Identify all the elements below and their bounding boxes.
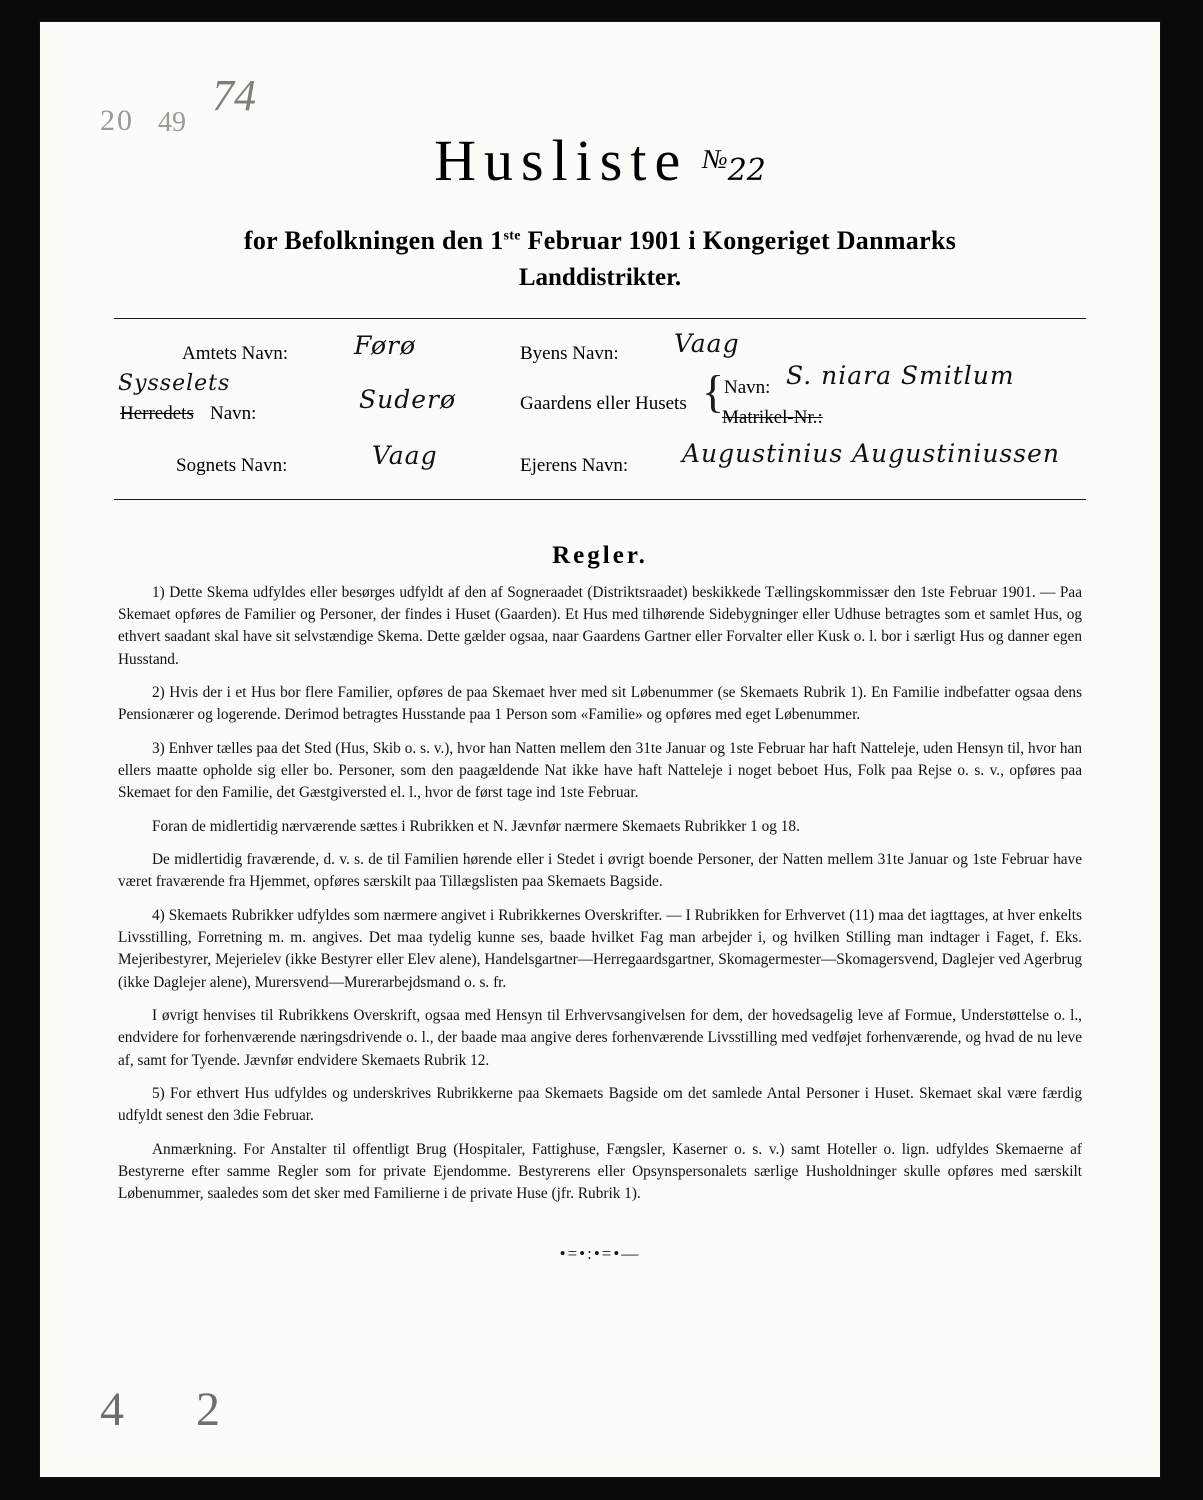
value-amtets-navn: Førø: [354, 330, 417, 360]
rule-paragraph: 3) Enhver tælles paa det Sted (Hus, Skib o. s. v.), hvor han Natten mellem den 31te Januar og 1ste Februar har haft Natteleje, uden Hensyn til, hvor han ellers maatte opholde sig eller bo. Personer, som den paagældende Nat ikke have haft Natteleje i noget beboet Hus, Folk paa Rejse o. s. v., opføres paa Skemaet for den Familie, det Gæstgiversted el. l., hvor de først tage ind 1ste Februar.: [118, 739, 1082, 802]
subtitle-part-a: for Befolkningen den 1: [243, 226, 504, 255]
label-herredets: Herredets: [120, 402, 194, 424]
subtitle-part-b: Februar 1901 i Kongeriget Danmarks: [520, 226, 957, 255]
label-navn: Navn:: [724, 376, 771, 398]
rules-heading: Regler.: [552, 541, 648, 569]
document-subtitle-line2: Landdistrikter.: [518, 263, 682, 291]
label-matrikel-nr: Matrikel-Nr.:: [722, 406, 823, 428]
label-herredets-navn: Navn:: [210, 402, 257, 424]
pencil-annotation-top-left-3: 74: [212, 71, 256, 120]
scanned-document-page: [40, 22, 1160, 1477]
form-fields: [114, 328, 1086, 477]
label-ejerens-navn: Ejerens Navn:: [520, 454, 629, 476]
rules-body: [118, 582, 1082, 1206]
rule-paragraph: Foran de midlertidig nærværende sættes i Rubrikken et N. Jævnfør nærmere Skemaets Rubrikker 1 og 18.: [152, 817, 800, 835]
rule-paragraph: De midlertidig fraværende, d. v. s. de til Familien hørende eller i Stedet i øvrigt boende Personer, der Natten mellem 31te Januar og 1ste Februar have været fraværende fra Hjemmet, opføres særskilt paa Tillægslisten paa Skemaets Bagside.: [118, 850, 1082, 891]
document-title: Husliste: [434, 128, 689, 193]
paper-surface: [40, 22, 1160, 1477]
pencil-annotation-bottom-left: 4 2: [100, 1383, 250, 1436]
pencil-annotation-top-left-2: 49: [158, 107, 186, 138]
page-title: [40, 127, 1160, 194]
rule-paragraph: 1) Dette Skema udfyldes eller besørges udfyldt af den af Sogneraadet (Distriktsraadet) beskikkede Tællingskommissær den 1ste Februar 1901. — Paa Skemaet opføres de Familier og Personer, der findes i Huset (Gaarden). Et Hus med tilhørende Sidebygninger eller Udhuse betragtes som et samlet Hus, og ethvert saadant skal have sit selvstændige Skema. Dette gælder ogsaa, naar Gaardens Gartner eller Forvalter eller Kusk o. l. bor i særligt Hus og danner egen Husstand.: [118, 583, 1082, 668]
value-herredets-navn: Suderø: [359, 384, 457, 414]
rule-paragraph: I øvrigt henvises til Rubrikkens Overskrift, ogsaa med Hensyn til Erhvervsangivelsen for dem, der hovedsagelig leve af Formue, Understøttelse o. l., endvidere for forhenværende næringsdrivende o. l., der baade maa angive deres forhenværende Livsstilling med vedføjet forhenværende, og hvad de nu leve af, samt for Tyende. Jævnfør endvidere Skemaets Rubrik 12.: [118, 1006, 1082, 1069]
rule-paragraph: 4) Skemaets Rubrikker udfyldes som nærmere angivet i Rubrikkernes Overskrifter. — I Rubrikken for Erhvervet (11) maa det iagttages, at hver enkelts Livsstilling, Forretning m. m. angives. Det maa tydelig kunne ses, baade hvilket Fag man arbejder i, og hvilken Stilling man indtager i Faget, f. Eks. Mejeribestyrer, Mejerielev (ikke Bestyrer eller Elev alene), Handelsgartner—Herregaardsgartner, Skomagermester—Skomagersvend, Daglejer ved Agerbrug (ikke Daglejer alene), Murersvend—Murerarbejdsmand o. s. fr.: [118, 906, 1082, 991]
document-number-value: 22: [727, 153, 766, 188]
brace-glyph: {: [702, 365, 725, 417]
value-sognets-navn: Vaag: [372, 440, 438, 470]
pencil-annotation-top-left-1: 20: [100, 104, 134, 137]
divider-top: [114, 318, 1086, 319]
document-number-label: №: [702, 144, 728, 174]
divider-bottom: [114, 499, 1086, 500]
label-sysselets: Sysselets: [118, 370, 231, 396]
label-sognets-navn: Sognets Navn:: [176, 454, 288, 476]
ornament-divider: •=•:•=•—: [559, 1243, 641, 1263]
rule-paragraph: Anmærkning. For Anstalter til offentligt Brug (Hospitaler, Fattighuse, Fængsler, Kaserner o. s. v.) samt Hoteller o. lign. udfyldes Skemaerne af Bestyrerne efter samme Regler som for private Ejendomme. Bestyrerens eller Opsynspersonalets særlige Husholdninger skulle opføres med særskilt Løbenummer, saaledes som det sker med Familierne i de private Huse (jfr. Rubrik 1).: [118, 1140, 1082, 1203]
label-gaardens-eller-husets: Gaardens eller Husets: [520, 392, 687, 414]
label-amtets-navn: Amtets Navn:: [182, 342, 289, 364]
value-gaardens-navn: S. niara Smitlum: [786, 360, 1015, 390]
label-byens-navn: Byens Navn:: [520, 342, 619, 364]
rule-paragraph: 5) For ethvert Hus udfyldes og underskrives Rubrikkerne paa Skemaets Bagside om det samlede Antal Personer i Huset. Skemaet skal være færdig udfyldt senest den 3die Februar.: [118, 1084, 1082, 1125]
value-ejerens-navn: Augustinius Augustiniussen: [682, 438, 1060, 468]
value-byens-navn: Vaag: [674, 328, 740, 358]
document-subtitle: [40, 222, 1160, 260]
rule-paragraph: 2) Hvis der i et Hus bor flere Familier, opføres de paa Skemaet hver med sit Løbenummer (se Skemaets Rubrik 1). En Familie indbefatter ogsaa dens Pensionærer og logerende. Derimod betragtes Husstande paa 1 Person som «Familie» og opføres med eget Løbenummer.: [118, 684, 1082, 724]
subtitle-ordinal: ste: [503, 228, 521, 244]
